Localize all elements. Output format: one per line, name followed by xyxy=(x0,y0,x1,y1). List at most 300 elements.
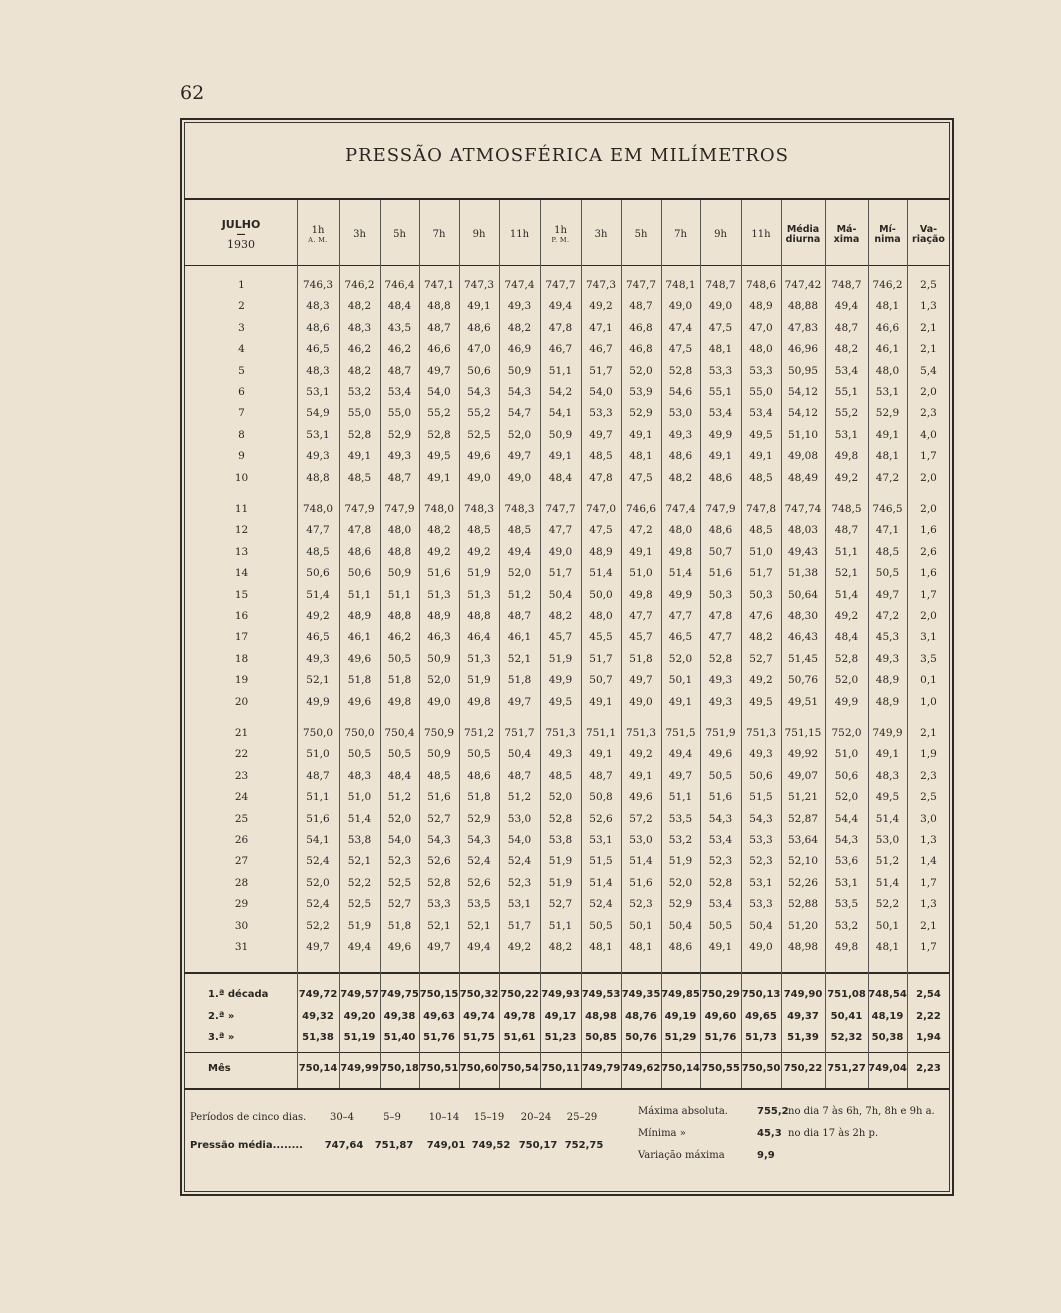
table-cell: 51,9 xyxy=(548,876,573,889)
table-cell: 50,38 xyxy=(871,1032,904,1043)
month-dash: — xyxy=(236,230,246,240)
table-cell: 49,3 xyxy=(708,695,733,708)
table-cell: 49,60 xyxy=(704,1010,737,1022)
table-row xyxy=(184,916,950,938)
table-cell: 49,9 xyxy=(834,695,859,708)
table-cell: 52,8 xyxy=(708,652,733,665)
table-cell: 50,0 xyxy=(589,588,613,601)
table-cell: 46,9 xyxy=(507,343,532,356)
table-cell: 55,2 xyxy=(467,407,491,420)
table-row xyxy=(184,723,950,745)
table-cell: 747,8 xyxy=(745,503,777,515)
hour-label: 1h xyxy=(311,225,325,237)
row-label: 24 xyxy=(234,791,249,804)
table-cell: 51,8 xyxy=(629,652,653,665)
table-cell: 52,0 xyxy=(306,876,330,889)
table-cell: 50,6 xyxy=(749,769,773,782)
table-cell: 1,3 xyxy=(920,300,937,313)
table-cell: 48,0 xyxy=(589,610,613,622)
table-cell: 49,63 xyxy=(423,1010,455,1022)
table-cell: 49,3 xyxy=(548,748,573,761)
table-cell: 52,2 xyxy=(875,898,900,911)
table-cell: 47,0 xyxy=(467,343,491,356)
table-cell: 2,1 xyxy=(920,321,937,334)
table-row xyxy=(184,830,950,852)
table-cell: 49,2 xyxy=(427,545,451,558)
periodo-range: 15–19 xyxy=(473,1112,505,1123)
table-cell: 746,5 xyxy=(872,503,903,515)
table-cell: 52,7 xyxy=(749,652,773,665)
column-header-hour xyxy=(540,206,581,264)
table-cell: 47,83 xyxy=(787,321,819,334)
min-label: Mínima » xyxy=(638,1128,686,1139)
table-cell: 49,2 xyxy=(507,941,532,953)
periodo-range: 5–9 xyxy=(383,1112,401,1123)
table-cell: 51,9 xyxy=(548,652,573,665)
table-cell: 48,2 xyxy=(507,321,532,334)
table-cell: 48,49 xyxy=(787,471,819,484)
table-cell: 53,5 xyxy=(467,898,491,911)
table-cell: 2,6 xyxy=(920,545,937,558)
table-cell: 48,1 xyxy=(875,450,900,463)
table-cell: 52,0 xyxy=(427,674,451,687)
table-cell: 52,8 xyxy=(548,812,573,825)
table-cell: 47,6 xyxy=(749,610,773,622)
summary-row xyxy=(184,1027,950,1049)
table-cell: 51,4 xyxy=(347,812,372,825)
table-cell: 49,65 xyxy=(745,1010,777,1022)
table-cell: 751,7 xyxy=(504,727,535,739)
table-cell: 747,1 xyxy=(423,279,455,291)
table-cell: 49,6 xyxy=(467,450,491,463)
table-cell: 750,0 xyxy=(302,727,334,739)
table-cell: 49,9 xyxy=(548,674,573,687)
table-cell: 47,0 xyxy=(749,321,773,334)
column-header-hour xyxy=(380,206,419,264)
table-cell: 48,30 xyxy=(787,610,819,622)
table-row xyxy=(184,446,950,468)
max-abs-value: 755,2 xyxy=(757,1106,789,1117)
table-cell: 50,5 xyxy=(387,652,412,665)
table-cell: 46,4 xyxy=(467,631,491,644)
table-cell: 49,0 xyxy=(507,471,532,484)
table-cell: 48,2 xyxy=(668,471,693,484)
column-header-hour xyxy=(499,206,540,264)
table-cell: 53,0 xyxy=(668,407,693,420)
table-cell: 46,6 xyxy=(875,321,900,334)
table-cell: 1,7 xyxy=(920,450,937,463)
table-cell: 5,4 xyxy=(920,364,937,377)
table-row xyxy=(184,649,950,671)
table-cell: 751,5 xyxy=(665,727,696,739)
table-cell: 53,3 xyxy=(427,898,451,911)
hour-label: 3h xyxy=(594,228,608,240)
table-cell: 750,22 xyxy=(500,989,539,1000)
table-cell: 49,9 xyxy=(306,695,330,708)
summary-row xyxy=(184,984,950,1006)
table-cell: 51,29 xyxy=(664,1032,697,1043)
table-cell: 3,5 xyxy=(920,652,937,665)
table-cell: 49,5 xyxy=(427,450,451,463)
table-cell: 49,3 xyxy=(708,674,733,687)
table-cell: 747,7 xyxy=(545,279,576,291)
table-cell: 50,3 xyxy=(749,588,773,601)
table-cell: 47,7 xyxy=(548,524,573,537)
table-cell: 48,3 xyxy=(875,769,900,782)
table-row xyxy=(184,542,950,564)
table-cell: 52,7 xyxy=(387,898,412,911)
table-cell: 53,1 xyxy=(875,386,900,398)
table-cell: 49,7 xyxy=(427,364,451,377)
table-cell: 53,64 xyxy=(787,834,819,846)
table-cell: 48,6 xyxy=(306,321,330,334)
table-cell: 48,98 xyxy=(787,941,819,953)
table-cell: 52,8 xyxy=(347,428,372,441)
table-cell: 48,8 xyxy=(467,610,491,622)
table-cell: 48,9 xyxy=(875,674,900,687)
table-cell: 49,37 xyxy=(787,1010,819,1022)
table-cell: 49,1 xyxy=(708,450,733,463)
table-cell: 53,0 xyxy=(629,834,653,846)
table-cell: 51,8 xyxy=(387,674,412,687)
table-cell: 748,3 xyxy=(504,503,535,515)
table-cell: 51,1 xyxy=(306,791,330,804)
table-cell: 50,4 xyxy=(548,588,573,601)
table-cell: 54,7 xyxy=(507,407,532,420)
row-label: 22 xyxy=(234,748,249,761)
table-cell: 49,2 xyxy=(306,610,330,622)
row-label: 11 xyxy=(234,503,249,515)
table-cell: 751,1 xyxy=(585,727,617,739)
table-cell: 51,0 xyxy=(347,791,372,804)
table-cell: 50,76 xyxy=(625,1032,657,1043)
table-cell: 52,8 xyxy=(668,364,693,377)
table-cell: 49,3 xyxy=(387,450,412,463)
row-label: 29 xyxy=(234,898,249,911)
table-cell: 50,1 xyxy=(875,919,900,932)
table-cell: 53,4 xyxy=(834,364,859,377)
table-cell: 52,1 xyxy=(306,674,330,687)
table-cell: 49,9 xyxy=(708,428,733,441)
table-cell: 47,7 xyxy=(708,631,733,644)
table-cell: 750,11 xyxy=(541,1063,580,1074)
table-cell: 51,40 xyxy=(383,1032,416,1043)
table-cell: 49,0 xyxy=(548,545,573,558)
table-cell: 48,7 xyxy=(507,610,532,622)
table-cell: 48,9 xyxy=(589,545,613,558)
table-row xyxy=(184,851,950,873)
table-cell: 53,4 xyxy=(708,407,733,420)
table-cell: 48,1 xyxy=(629,941,653,953)
table-cell: 48,5 xyxy=(749,471,773,484)
table-cell: 50,5 xyxy=(589,919,613,932)
table-cell: 48,2 xyxy=(427,524,451,537)
table-cell: 49,7 xyxy=(875,588,900,601)
table-cell: 48,7 xyxy=(589,769,613,782)
table-cell: 50,76 xyxy=(787,674,819,687)
am-pm-label: A. M. xyxy=(308,235,328,244)
table-cell: 747,7 xyxy=(545,503,576,515)
table-cell: 1,0 xyxy=(920,695,937,708)
table-cell: 49,3 xyxy=(875,652,900,665)
table-cell: 50,9 xyxy=(427,748,451,761)
table-cell: 2,5 xyxy=(920,279,937,291)
row-label: 15 xyxy=(234,588,249,601)
table-cell: 47,2 xyxy=(875,471,900,484)
table-cell: 51,4 xyxy=(875,876,900,889)
table-cell: 49,4 xyxy=(347,941,372,953)
table-cell: 52,3 xyxy=(708,855,733,868)
table-cell: 55,1 xyxy=(708,386,733,398)
table-cell: 48,2 xyxy=(347,364,372,377)
table-cell: 54,2 xyxy=(548,386,573,398)
table-cell: 748,3 xyxy=(463,503,495,515)
table-cell: 47,5 xyxy=(708,321,733,334)
table-cell: 51,6 xyxy=(629,876,653,889)
table-cell: 1,3 xyxy=(920,834,937,846)
table-cell: 748,5 xyxy=(831,503,862,515)
table-cell: 49,3 xyxy=(749,748,773,761)
pressao-media-value: 750,17 xyxy=(518,1140,558,1151)
table-cell: 50,9 xyxy=(507,364,532,377)
table-row xyxy=(184,468,950,490)
rule-above-footer xyxy=(184,1088,950,1090)
table-cell: 750,22 xyxy=(783,1063,823,1074)
table-cell: 47,7 xyxy=(629,610,653,622)
column-header-variacao xyxy=(907,206,950,264)
table-cell: 48,8 xyxy=(306,471,330,484)
table-cell: 748,7 xyxy=(831,279,862,291)
table-cell: 52,2 xyxy=(306,919,330,932)
table-cell: 54,12 xyxy=(787,407,819,420)
table-cell: 49,7 xyxy=(427,941,451,953)
table-cell: 48,5 xyxy=(589,450,613,463)
table-cell: 51,0 xyxy=(749,545,773,558)
table-cell: 52,1 xyxy=(467,919,491,932)
table-cell: 48,6 xyxy=(668,450,693,463)
table-cell: 751,3 xyxy=(545,727,576,739)
table-cell: 48,9 xyxy=(347,610,372,622)
table-cell: 49,4 xyxy=(548,300,573,313)
table-cell: 47,1 xyxy=(589,321,613,334)
hour-label: 11h xyxy=(509,228,530,240)
table-cell: 49,8 xyxy=(629,588,653,601)
table-cell: 749,04 xyxy=(868,1063,907,1074)
table-cell: 48,76 xyxy=(625,1010,657,1022)
table-cell: 49,2 xyxy=(749,674,773,687)
table-cell: 51,6 xyxy=(306,812,330,825)
table-cell: 48,2 xyxy=(834,343,859,356)
row-label: 1 xyxy=(238,279,245,291)
table-cell: 52,0 xyxy=(668,876,693,889)
table-cell: 748,7 xyxy=(705,279,736,291)
hour-label: 5h xyxy=(634,228,648,240)
periodos-label: Períodos de cinco dias. xyxy=(190,1112,307,1123)
table-cell: 53,4 xyxy=(708,898,733,911)
table-cell: 49,6 xyxy=(347,695,372,708)
month-row xyxy=(184,1058,950,1080)
table-cell: 47,2 xyxy=(629,524,653,537)
table-cell: 51,4 xyxy=(834,588,859,601)
table-cell: 49,6 xyxy=(629,791,653,804)
table-cell: 50,6 xyxy=(306,567,330,580)
table-cell: 51,1 xyxy=(548,364,573,377)
table-cell: 52,10 xyxy=(787,855,819,868)
table-cell: 52,9 xyxy=(875,407,900,420)
hour-label: 11h xyxy=(751,228,771,240)
table-cell: 52,9 xyxy=(668,898,693,911)
table-cell: 48,6 xyxy=(708,524,733,537)
table-cell: 750,18 xyxy=(380,1063,419,1074)
table-cell: 51,9 xyxy=(668,855,693,868)
table-cell: 50,4 xyxy=(507,748,532,761)
table-cell: 53,5 xyxy=(834,898,859,911)
table-cell: 51,76 xyxy=(704,1032,737,1043)
table-cell: 55,2 xyxy=(427,407,451,420)
table-row xyxy=(184,937,950,959)
table-cell: 57,2 xyxy=(629,812,653,825)
table-cell: 46,43 xyxy=(787,631,819,644)
table-cell: 55,0 xyxy=(749,386,773,398)
row-label: 6 xyxy=(238,386,245,398)
table-cell: 49,6 xyxy=(387,941,412,953)
table-cell: 52,7 xyxy=(427,812,451,825)
row-label: 1.ª década xyxy=(208,989,269,1000)
table-cell: 51,21 xyxy=(787,791,819,804)
table-cell: 49,5 xyxy=(548,695,573,708)
table-row xyxy=(184,318,950,340)
table-cell: 49,7 xyxy=(668,769,693,782)
table-cell: 51,2 xyxy=(507,588,532,601)
table-cell: 750,54 xyxy=(500,1063,539,1074)
table-cell: 48,03 xyxy=(787,524,819,537)
table-cell: 51,1 xyxy=(347,588,372,601)
table-cell: 52,3 xyxy=(749,855,773,868)
table-cell: 55,0 xyxy=(387,407,412,420)
table-cell: 2,0 xyxy=(920,610,937,622)
table-cell: 48,3 xyxy=(306,364,330,377)
table-cell: 747,4 xyxy=(665,503,696,515)
table-cell: 51,73 xyxy=(745,1032,777,1043)
table-cell: 51,7 xyxy=(507,919,532,932)
table-cell: 54,1 xyxy=(306,834,330,846)
table-cell: 2,22 xyxy=(916,1010,941,1022)
table-cell: 49,1 xyxy=(589,695,613,708)
table-cell: 47,4 xyxy=(668,321,693,334)
table-cell: 50,5 xyxy=(387,748,412,761)
table-row xyxy=(184,499,950,521)
table-cell: 1,9 xyxy=(920,748,937,761)
table-cell: 51,2 xyxy=(387,791,412,804)
table-cell: 750,32 xyxy=(459,989,499,1000)
table-cell: 49,3 xyxy=(507,300,532,313)
table-cell: 49,8 xyxy=(668,545,693,558)
table-cell: 750,50 xyxy=(741,1063,781,1074)
table-cell: 51,7 xyxy=(589,652,613,665)
table-cell: 2,0 xyxy=(920,386,937,398)
table-cell: 49,1 xyxy=(467,300,491,313)
table-cell: 748,0 xyxy=(302,503,334,515)
table-cell: 53,6 xyxy=(834,855,859,868)
table-cell: 49,2 xyxy=(467,545,491,558)
table-cell: 747,0 xyxy=(585,503,617,515)
table-cell: 45,3 xyxy=(875,631,900,644)
table-cell: 51,4 xyxy=(306,588,330,601)
column-header-minima-label: Mí- nima xyxy=(874,224,901,245)
table-cell: 51,1 xyxy=(387,588,412,601)
table-cell: 49,1 xyxy=(668,695,693,708)
table-row xyxy=(184,606,950,628)
table-cell: 51,20 xyxy=(787,919,819,932)
row-label: 4 xyxy=(238,343,245,356)
column-header-media xyxy=(781,206,825,264)
table-cell: 52,3 xyxy=(629,898,653,911)
table-cell: 48,9 xyxy=(427,610,451,622)
periodo-range: 10–14 xyxy=(428,1112,460,1123)
table-cell: 53,2 xyxy=(668,834,693,846)
table-cell: 46,1 xyxy=(507,631,532,644)
table-cell: 48,3 xyxy=(347,769,372,782)
table-row xyxy=(184,670,950,692)
periodo-range: 20–24 xyxy=(520,1112,552,1123)
table-cell: 54,3 xyxy=(427,834,451,846)
table-cell: 49,20 xyxy=(343,1010,376,1022)
table-cell: 51,7 xyxy=(548,567,573,580)
table-cell: 1,94 xyxy=(916,1032,941,1043)
table-cell: 54,9 xyxy=(306,407,330,420)
table-cell: 55,2 xyxy=(834,407,859,420)
table-cell: 2,1 xyxy=(920,919,937,932)
table-cell: 1,7 xyxy=(920,941,937,953)
table-cell: 50,1 xyxy=(668,674,693,687)
table-cell: 49,6 xyxy=(347,652,372,665)
table-cell: 50,4 xyxy=(668,919,693,932)
table-cell: 49,5 xyxy=(749,428,773,441)
pressao-media-value: 749,52 xyxy=(471,1140,511,1151)
table-cell: 46,5 xyxy=(668,631,693,644)
table-cell: 750,13 xyxy=(741,989,781,1000)
table-cell: 52,6 xyxy=(467,876,491,889)
table-cell: 53,1 xyxy=(306,428,330,441)
table-cell: 48,7 xyxy=(629,300,653,313)
table-cell: 50,9 xyxy=(427,652,451,665)
table-cell: 48,7 xyxy=(834,524,859,537)
row-label: 2 xyxy=(238,300,245,313)
table-cell: 50,7 xyxy=(589,674,613,687)
table-row xyxy=(184,275,950,297)
table-cell: 52,6 xyxy=(427,855,451,868)
table-cell: 48,8 xyxy=(387,610,412,622)
column-header-hour xyxy=(297,206,339,264)
table-cell: 49,17 xyxy=(544,1010,577,1022)
table-cell: 52,7 xyxy=(548,898,573,911)
table-cell: 750,60 xyxy=(459,1063,499,1074)
table-cell: 53,0 xyxy=(507,812,532,825)
table-cell: 747,9 xyxy=(344,503,375,515)
table-cell: 51,0 xyxy=(306,748,330,761)
table-cell: 49,1 xyxy=(427,471,451,484)
table-cell: 51,39 xyxy=(787,1032,819,1043)
table-cell: 52,32 xyxy=(830,1032,863,1043)
table-cell: 51,5 xyxy=(589,855,613,868)
table-cell: 53,2 xyxy=(347,386,372,398)
table-cell: 50,5 xyxy=(467,748,491,761)
max-abs-text: no dia 7 às 6h, 7h, 8h e 9h a. xyxy=(788,1106,935,1117)
table-cell: 45,5 xyxy=(589,631,613,644)
table-cell: 1,7 xyxy=(920,588,937,601)
row-label: Mês xyxy=(208,1063,231,1074)
table-cell: 45,7 xyxy=(629,631,653,644)
